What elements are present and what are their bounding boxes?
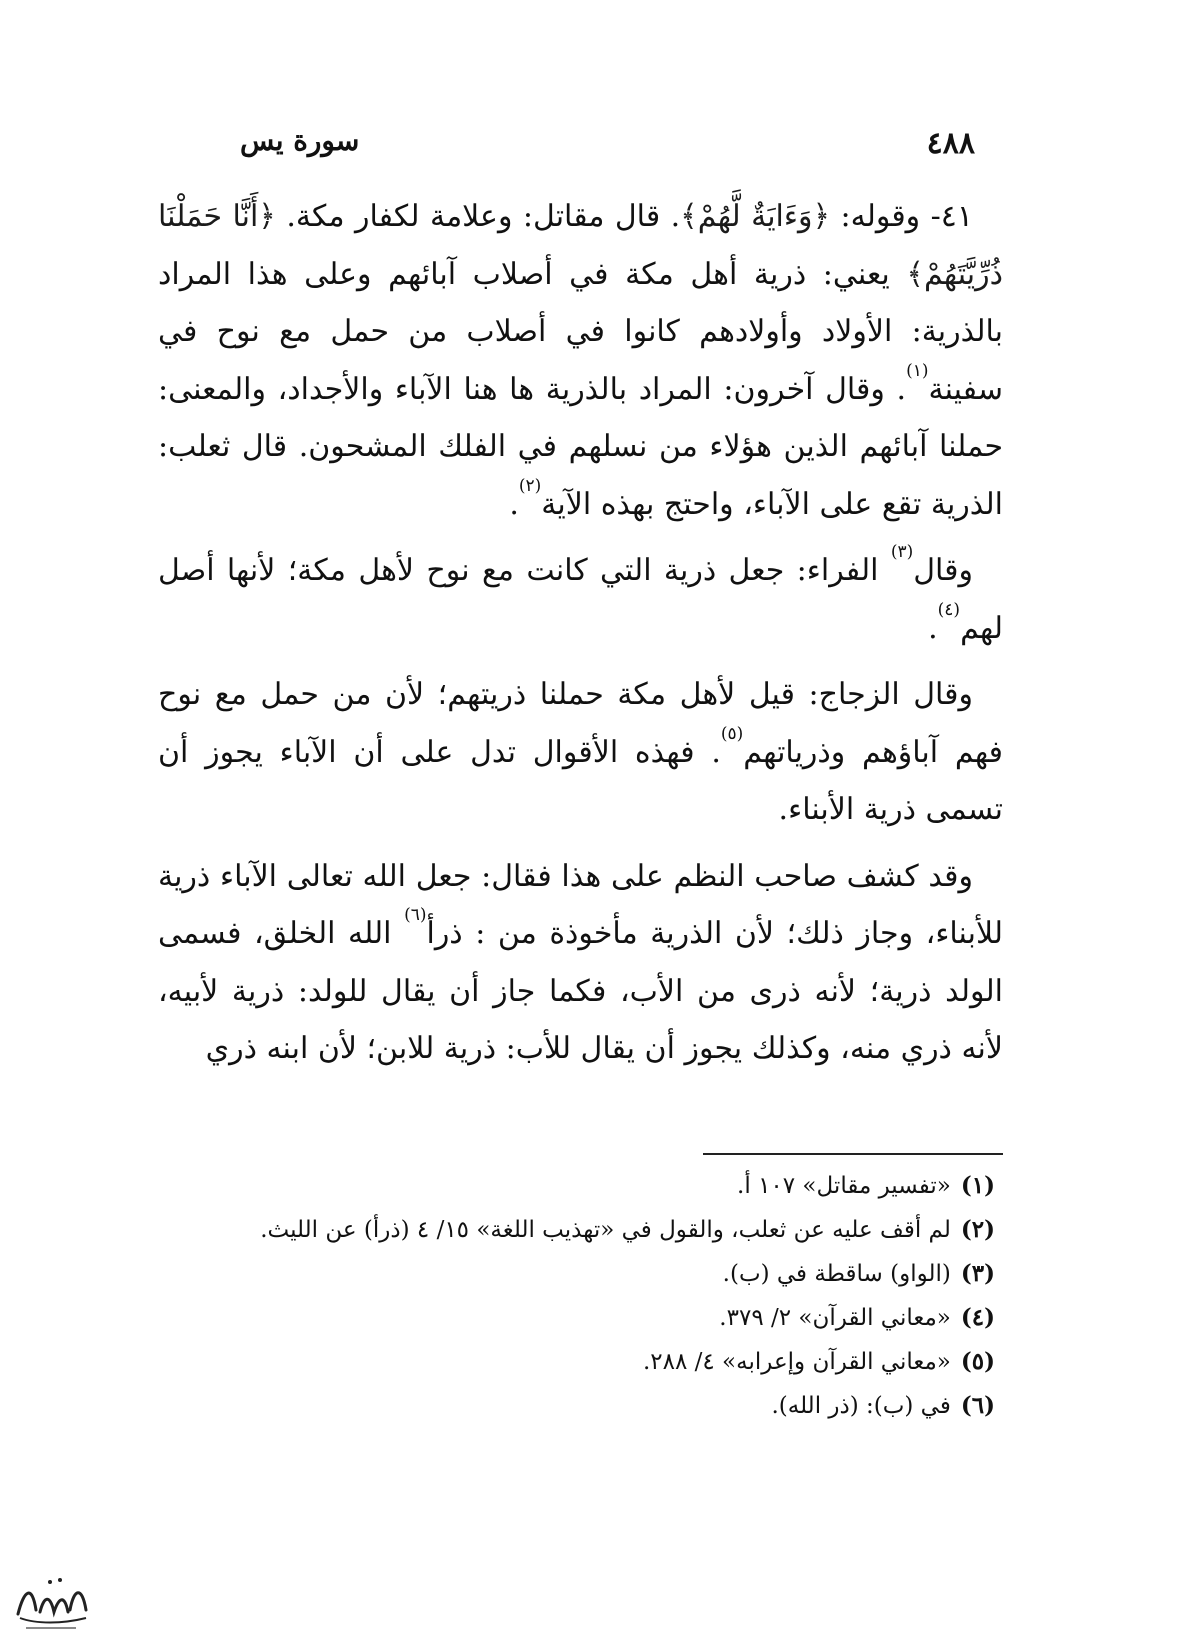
paragraph-1-text: . وقال آخرون: المراد بالذرية ها هنا الآباء والأجداد، والمعنى: حملنا آبائهم الذين هؤلاء من نسلهم في الفلك المشحون. قال ثعلب: الذرية تقع على الآباء، واحتج بهذه الآية <box>158 371 1003 522</box>
page-header <box>180 118 975 168</box>
footnote-item <box>155 1384 995 1428</box>
footnote-text: في (ب): (ذر الله). <box>771 1393 951 1419</box>
footnote-number: (٢) <box>960 1216 995 1243</box>
paragraph-1-text: ٤١- وقوله: <box>830 199 973 234</box>
footnote-reference[interactable]: (٦) <box>404 905 427 925</box>
footnote-divider <box>703 1153 1003 1155</box>
paragraph-1-text: يعني: ذرية أهل مكة في أصلاب آبائهم وعلى هذا المراد بالذرية: الأولاد وأولادهم كانوا في أصلاب من حمل مع نوح في سفينة <box>158 256 1003 407</box>
footnote-text: «معاني القرآن» ٢/ ٣٧٩. <box>719 1305 951 1331</box>
footnote-number: (٤) <box>960 1304 995 1331</box>
paragraph-2-text: . <box>928 610 938 646</box>
paragraph-2-text: الفراء: جعل ذرية التي كانت مع نوح لأهل مكة؛ لأنها أصل لهم <box>158 553 1003 646</box>
footnote-reference[interactable]: (١) <box>906 360 929 381</box>
paragraph-1-text: . قال مقاتل: وعلامة لكفار مكة. <box>275 199 681 234</box>
footnote-reference[interactable]: (٥) <box>720 723 744 744</box>
footnote-reference[interactable]: (٤) <box>937 599 961 620</box>
footnote-item <box>155 1252 995 1296</box>
paragraph-2 <box>158 542 1003 657</box>
page-number: ٤٨٨ <box>926 126 975 161</box>
footnote-number: (١) <box>960 1172 995 1199</box>
running-title: سورة يس <box>240 124 360 157</box>
paragraph-3-text: وقال الزجاج: قيل لأهل مكة حملنا ذريتهم؛ لأن من حمل مع نوح فهم آباؤهم وذرياتهم <box>158 677 1003 770</box>
footnote-number: (٥) <box>960 1348 995 1375</box>
footnote-text: لم أقف عليه عن ثعلب، والقول في «تهذيب اللغة» ١٥/ ٤ (ذرأ) عن الليث. <box>260 1217 951 1243</box>
quran-verse: ﴿أَنَّا حَمَلْنَا ذُرِّيَّتَهُمْ﴾ <box>158 199 1003 292</box>
footnote-text: (الواو) ساقطة في (ب). <box>722 1261 951 1287</box>
paragraph-4 <box>158 848 1003 1078</box>
paragraph-1-text: . <box>509 486 519 522</box>
body-text <box>158 188 1003 1078</box>
footnote-number: (٦) <box>960 1392 995 1419</box>
footnotes <box>155 1164 995 1428</box>
footnote-text: «تفسير مقاتل» ١٠٧ أ. <box>737 1173 951 1199</box>
paragraph-3-text: . فهذه الأقوال تدل على أن الآباء يجوز أن تسمى ذرية الأبناء. <box>158 734 1003 827</box>
paragraph-1 <box>158 188 1003 533</box>
paragraph-4-text: وقد كشف صاحب النظم على هذا فقال: جعل الله تعالى الآباء ذرية للأبناء، وجاز ذلك؛ لأن الذرية مأخوذة من : ذرأ <box>158 858 1004 951</box>
quran-verse: ﴿وَءَايَةٌ لَّهُمْ﴾ <box>680 199 831 234</box>
footnote-number: (٣) <box>960 1260 995 1287</box>
footnote-text: «معاني القرآن وإعرابه» ٤/ ٢٨٨. <box>642 1349 951 1375</box>
footnote-item <box>155 1296 995 1340</box>
footnote-item <box>155 1164 995 1208</box>
footnote-item <box>155 1208 995 1252</box>
footnote-reference[interactable]: (٣) <box>890 542 914 562</box>
footnote-item <box>155 1340 995 1384</box>
paragraph-2-text: وقال <box>913 553 973 588</box>
paragraph-3 <box>158 666 1003 839</box>
footnote-reference[interactable]: (٢) <box>518 475 542 496</box>
publisher-logo <box>10 1570 92 1638</box>
paragraph-4-text: الله الخلق، فسمى الولد ذرية؛ لأنه ذرى من الأب، فكما جاز أن يقال للولد: ذرية لأبيه، لأنه ذري منه، وكذلك يجوز أن يقال للأب: ذرية للابن؛ لأن ابنه ذري <box>158 916 1003 1066</box>
